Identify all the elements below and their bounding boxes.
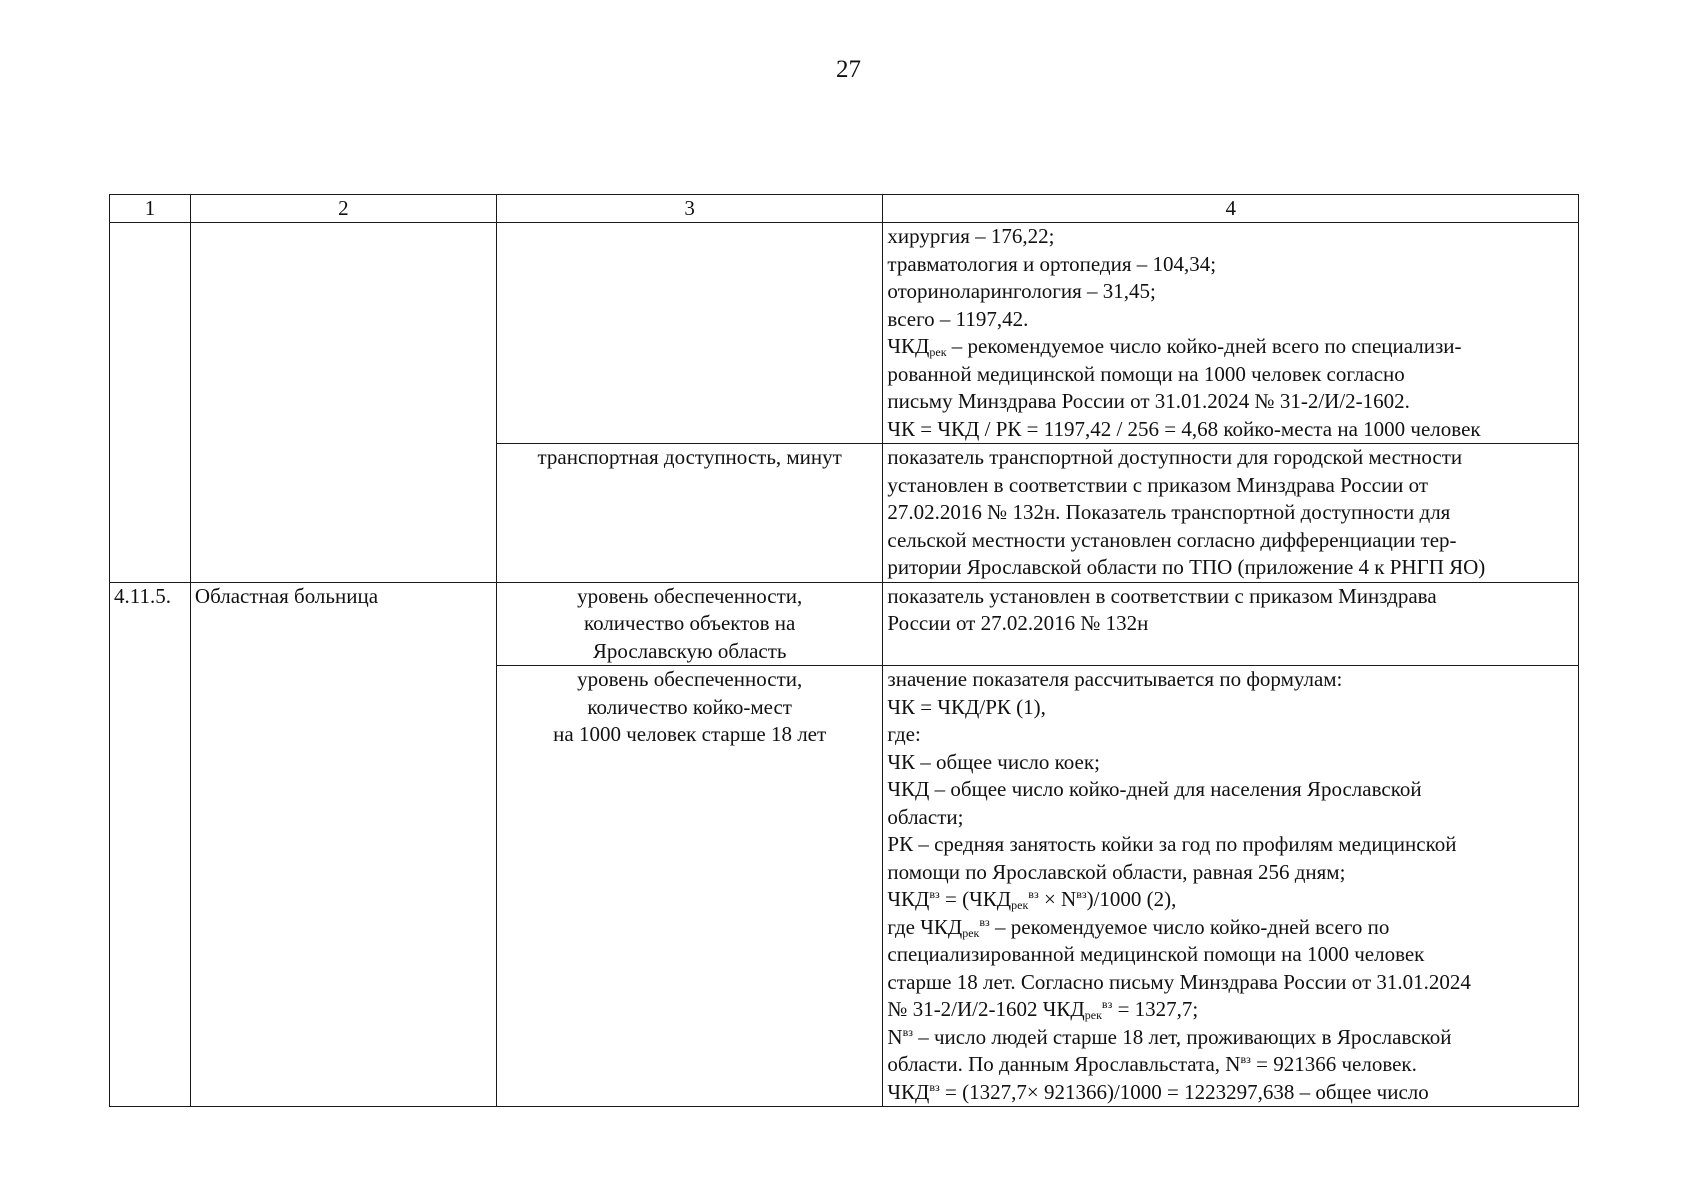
- document-table: [109, 194, 1579, 1107]
- superscript-vz: вз: [902, 1024, 913, 1039]
- row2-col1: [110, 444, 191, 583]
- text-line: хирургия – 176,22;: [887, 224, 1055, 248]
- row1-col2: [190, 223, 496, 444]
- formula-line: ЧК = ЧКД / РК = 1197,42 / 256 = 4,68 койко-места на 1000 человек: [887, 416, 1481, 441]
- text-line: [887, 996, 1574, 1024]
- text-line: [887, 333, 1574, 361]
- formula-line: ЧК = ЧКД/РК (1),: [887, 694, 1046, 719]
- text-line: травматология и ортопедия – 104,34;: [887, 251, 1217, 276]
- header-col-2: 2: [190, 195, 496, 223]
- row3-col4: [883, 582, 1579, 666]
- text-line: области;: [887, 804, 964, 829]
- row4-col4: [883, 666, 1579, 1107]
- text-line: количество объектов на: [583, 611, 796, 635]
- text-line: значение показателя рассчитывается по формулам:: [887, 667, 1343, 691]
- text-line: РК – средняя занятость койки за год по профилям медицинской: [887, 832, 1457, 856]
- formula-part: ЧКД: [887, 1079, 930, 1104]
- text-part: – число людей старше 18 лет, проживающих в Ярославской: [912, 1024, 1452, 1049]
- text-part: где ЧКД: [887, 914, 963, 939]
- row3-number: 4.11.5.: [110, 582, 191, 1107]
- superscript-vz: вз: [929, 1079, 940, 1094]
- text-line: Ярославскую область: [592, 638, 787, 663]
- text-line: всего – 1197,42.: [887, 306, 1029, 331]
- page-number: 27: [836, 56, 861, 83]
- text-line: России от 27.02.2016 № 132н: [887, 611, 1149, 635]
- row2-col2: [190, 444, 496, 583]
- text-line: [887, 1051, 1574, 1079]
- text-part: № 31-2/И/2-1602 ЧКД: [887, 997, 1085, 1021]
- text-line: старше 18 лет. Согласно письму Минздрава России от 31.01.2024: [887, 969, 1471, 994]
- term-chkd: ЧКД: [887, 334, 930, 358]
- row4-col3: [496, 666, 882, 1107]
- subscript-rek: рек: [929, 345, 947, 359]
- text-line: показатель установлен в соответствии с приказом Минздрава: [887, 583, 1437, 608]
- definition-text: – рекомендуемое число койко-дней всего по специализи-: [946, 334, 1462, 358]
- text-line: уровень обеспеченности,: [577, 667, 803, 691]
- row3-name: Областная больница: [190, 582, 496, 1107]
- formula-part: ЧКД: [887, 887, 930, 911]
- subscript-rek: рек: [962, 925, 980, 940]
- text-part: = 1327,7;: [1112, 997, 1199, 1021]
- text-line: помощи по Ярославской области, равная 256 дням;: [887, 859, 1346, 884]
- row2-col3: транспортная доступность, минут: [496, 444, 882, 583]
- text-line: установлен в соответствии с приказом Минздрава России от: [887, 472, 1429, 497]
- text-line: оториноларингология – 31,45;: [887, 279, 1156, 303]
- header-col-1: 1: [110, 195, 191, 223]
- row1-col1: [110, 223, 191, 444]
- superscript-vz: вз: [1101, 997, 1113, 1011]
- text-part: = 921366 человек.: [1250, 1052, 1417, 1076]
- text-part: N: [887, 1024, 903, 1049]
- text-line: сельской местности установлен согласно дифференциации тер-: [887, 527, 1457, 552]
- text-line: ЧКД – общее число койко-дней для населения Ярославской: [887, 777, 1422, 801]
- subscript-rek: рек: [1084, 1008, 1102, 1022]
- superscript-vz: вз: [929, 887, 940, 901]
- header-col-3: 3: [496, 195, 882, 223]
- subscript-rek: рек: [1011, 898, 1029, 912]
- row2-col4: [883, 444, 1579, 583]
- formula-line: [887, 886, 1574, 914]
- text-line: рованной медицинской помощи на 1000 человек согласно: [887, 361, 1405, 386]
- text-line: ЧК – общее число коек;: [887, 749, 1100, 774]
- text-part: – рекомендуемое число койко-дней всего по: [989, 914, 1390, 939]
- formula-part: )/1000 (2),: [1086, 887, 1177, 911]
- table-header-row: [110, 195, 1579, 223]
- text-line: где:: [887, 722, 921, 746]
- superscript-vz: вз: [1240, 1052, 1251, 1066]
- superscript-vz: вз: [1028, 887, 1039, 901]
- table-row: [110, 582, 1579, 666]
- formula-part: = (1327,7× 921366)/1000 = 1223297,638 – общее число: [939, 1079, 1429, 1104]
- row3-col3: [496, 582, 882, 666]
- superscript-vz: вз: [979, 914, 990, 929]
- text-line: на 1000 человек старше 18 лет: [553, 722, 827, 746]
- row1-col3: [496, 223, 882, 444]
- table-row: [110, 444, 1579, 583]
- table-row: [110, 223, 1579, 444]
- text-line: показатель транспортной доступности для городской местности: [887, 445, 1463, 469]
- formula-part: = (ЧКД: [939, 887, 1012, 911]
- text-line: 27.02.2016 № 132н. Показатель транспортной доступности для: [887, 500, 1451, 524]
- formula-part: × N: [1038, 887, 1077, 911]
- text-line: количество койко-мест: [587, 694, 792, 719]
- formula-line: [887, 1079, 1574, 1107]
- text-line: письму Минздрава России от 31.01.2024 № 31-2/И/2-1602.: [887, 389, 1410, 413]
- row1-col4: [883, 223, 1579, 444]
- text-line: специализированной медицинской помощи на 1000 человек: [887, 942, 1425, 966]
- header-col-4: 4: [883, 195, 1579, 223]
- superscript-vz: вз: [1076, 887, 1087, 901]
- text-line: [887, 914, 1574, 942]
- text-line: ритории Ярославской области по ТПО (приложение 4 к РНГП ЯО): [887, 555, 1486, 579]
- text-part: области. По данным Ярославльстата, N: [887, 1052, 1241, 1076]
- text-line: [887, 1024, 1574, 1052]
- text-line: уровень обеспеченности,: [577, 583, 803, 608]
